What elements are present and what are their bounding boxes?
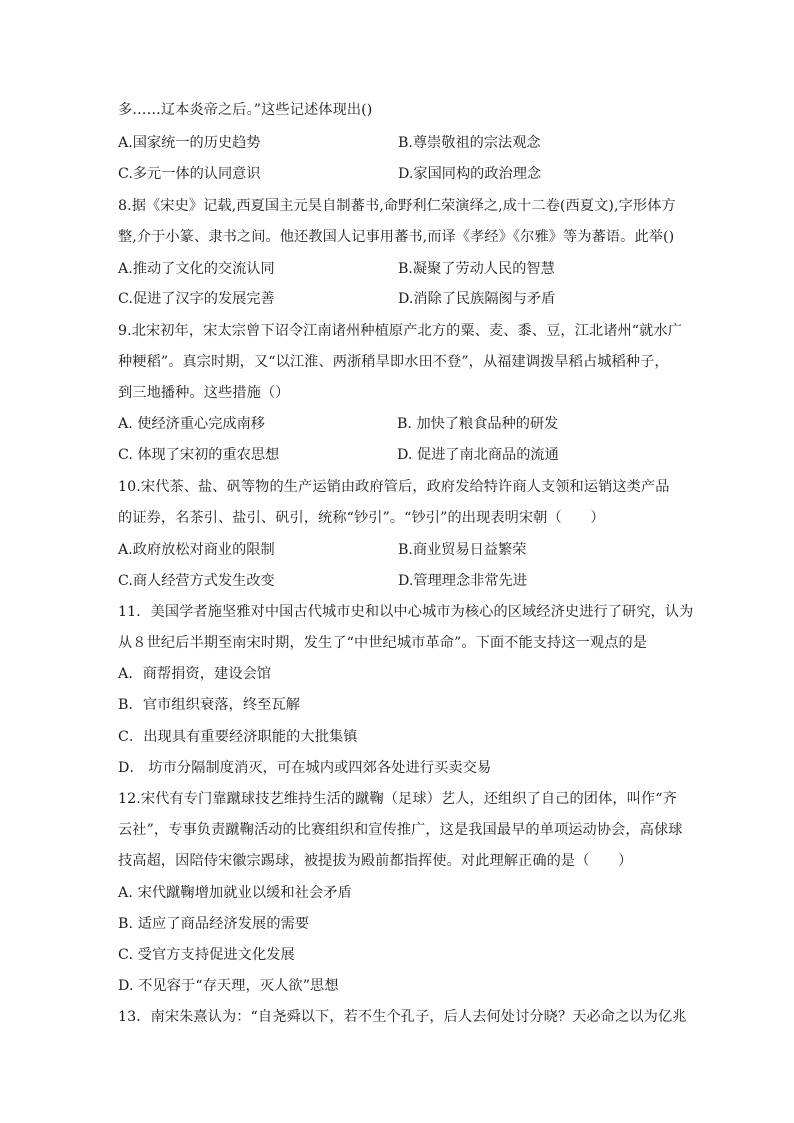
q11-stem-line-2: 从８世纪后半期至南宋时期，发生了“中世纪城市革命”。下面不能支持这一观点的是 xyxy=(118,635,648,651)
q7-option-c: C.多元一体的认同意识 xyxy=(118,166,261,182)
q7-option-b: B.尊崇敬祖的宗法观念 xyxy=(398,135,541,151)
q9-option-c: C. 体现了宋初的重农思想 xyxy=(118,447,280,463)
q10-option-a: A.政府放松对商业的限制 xyxy=(118,542,275,558)
q10-option-d: D.管理理念非常先进 xyxy=(398,573,527,589)
q13-stem-line-1: 13．南宋朱熹认为：“自尧舜以下，若不生个孔子，后人去何处讨分晓？天必命之以为亿兆 xyxy=(118,1009,687,1025)
q8-option-d: D.消除了民族隔阂与矛盾 xyxy=(398,291,556,307)
q9-option-d: D. 促进了南北商品的流通 xyxy=(397,447,559,463)
q10-option-b: B.商业贸易日益繁荣 xyxy=(398,542,527,558)
q12-stem-line-1: 12.宋代有专门靠蹴球技艺维持生活的蹴鞠（足球）艺人，还组织了自己的团体，叫作“齐 xyxy=(118,791,677,807)
q11-option-b: B．官市组织衰落，终至瓦解 xyxy=(118,697,300,713)
q12-option-d: D. 不见容于“存天理，灭人欲”思想 xyxy=(118,978,339,994)
q10-option-c: C.商人经营方式发生改变 xyxy=(118,573,275,589)
q8-stem-line-2: 整,介于小篆、隶书之间。他还教国人记事用蕃书,而译《孝经》《尔雅》等为蕃语。此举() xyxy=(118,229,675,245)
q12-option-b: B. 适应了商品经济发展的需要 xyxy=(118,916,310,932)
q10-stem-line-1: 10.宋代茶、盐、矾等物的生产运销由政府管后，政府发给特许商人支领和运销这类产品 xyxy=(118,479,670,495)
q7-option-a: A.国家统一的历史趋势 xyxy=(118,135,261,151)
q12-option-a: A. 宋代蹴鞠增加就业以缓和社会矛盾 xyxy=(118,885,352,901)
q7-stem-tail: 多……辽本炎帝之后。”这些记述体现出() xyxy=(118,102,373,118)
q9-option-a: A. 使经济重心完成南移 xyxy=(118,416,265,432)
q8-stem-line-1: 8.据《宋史》记载,西夏国主元昊自制蕃书,命野利仁荣演绎之,成十二卷(西夏文),字形体方 xyxy=(118,198,676,214)
q9-option-b: B. 加快了粮食品种的研发 xyxy=(397,416,559,432)
q11-option-d: D． 坊市分隔制度消灭，可在城内或四郊各处进行买卖交易 xyxy=(118,760,492,776)
q12-option-c: C. 受官方支持促进文化发展 xyxy=(118,947,295,963)
q12-stem-line-2: 云社”，专事负责蹴鞠活动的比赛组织和宣传推广，这是我国最早的单项运动协会，高俅球 xyxy=(118,822,683,838)
q8-option-c: C.促进了汉字的发展完善 xyxy=(118,291,275,307)
q9-stem-line-3: 到三地播种。这些措施（） xyxy=(118,385,290,401)
q8-option-a: A.推动了文化的交流认同 xyxy=(118,261,275,277)
q11-option-a: A．商帮捐资，建设会馆 xyxy=(118,666,272,682)
q8-option-b: B.凝聚了劳动人民的智慧 xyxy=(398,261,555,277)
q7-option-d: D.家国同构的政治理念 xyxy=(398,166,542,182)
q11-option-c: C．出现具有重要经济职能的大批集镇 xyxy=(118,729,358,745)
q9-stem-line-2: 种粳稻”。真宗时期，又“以江淮、两浙稍旱即水田不登”，从福建调拨旱稻占城稻种子， xyxy=(118,354,669,370)
q11-stem-line-1: 11．美国学者施坚雅对中国古代城市史和以中心城市为核心的区域经济史进行了研究，认为 xyxy=(118,604,694,620)
q9-stem-line-1: 9.北宋初年，宋太宗曾下诏令江南诸州种植原产北方的粟、麦、黍、豆，江北诸州“就水广 xyxy=(118,323,683,339)
q10-stem-line-2: 的证券，名茶引、盐引、矾引，统称“钞引”。“钞引”的出现表明宋朝（ ） xyxy=(118,510,605,526)
q12-stem-line-3: 技高超，因陪侍宋徽宗踢球，被提拔为殿前都指挥使。对此理解正确的是（ ） xyxy=(118,853,633,869)
